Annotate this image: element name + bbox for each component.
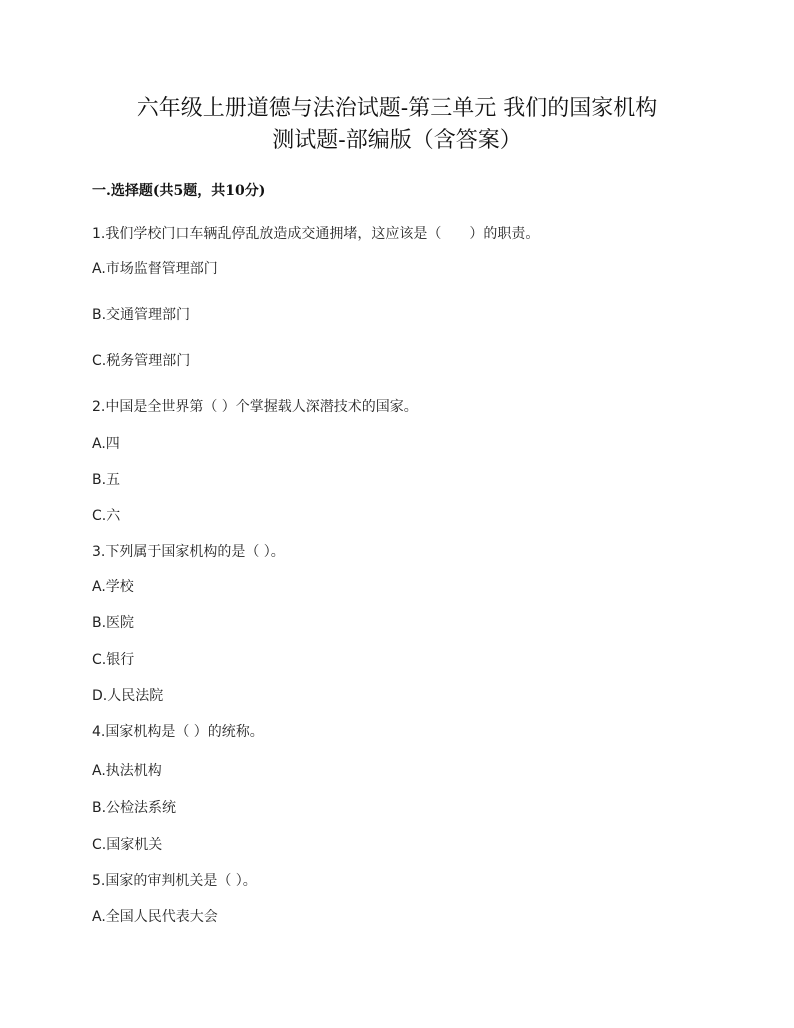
question-1-option-b: B.交通管理部门 [92,307,191,323]
document-title-line-2: 测试题-部编版（含答案） [272,128,522,153]
question-2-option-a: A.四 [92,436,120,452]
question-4-stem: 4.国家机构是（ ）的统称。 [92,724,264,740]
section-heading: 一.选择题(共5题，共10分) [92,183,266,199]
question-4-option-c: C.国家机关 [92,837,163,853]
question-4-option-b: B.公检法系统 [92,800,177,816]
question-1-option-a: A.市场监督管理部门 [92,261,218,277]
question-2-option-b: B.五 [92,472,121,488]
question-1-stem: 1.我们学校门口车辆乱停乱放造成交通拥堵，这应该是（ ）的职责。 [92,226,540,242]
document-title-line-1: 六年级上册道德与法治试题-第三单元 我们的国家机构 [136,96,658,121]
question-2-option-c: C.六 [92,508,121,524]
question-3-option-d: D.人民法院 [92,688,164,704]
question-2-stem: 2.中国是全世界第（ ）个掌握载人深潜技术的国家。 [92,399,418,415]
question-3-option-c: C.银行 [92,652,135,668]
question-4-option-a: A.执法机构 [92,763,162,779]
question-3-stem: 3.下列属于国家机构的是（ ）。 [92,544,285,560]
question-3-option-a: A.学校 [92,579,134,595]
question-3-option-b: B.医院 [92,615,135,631]
question-5-stem: 5.国家的审判机关是（ ）。 [92,873,257,889]
question-5-option-a: A.全国人民代表大会 [92,909,218,925]
question-1-option-c: C.税务管理部门 [92,353,191,369]
